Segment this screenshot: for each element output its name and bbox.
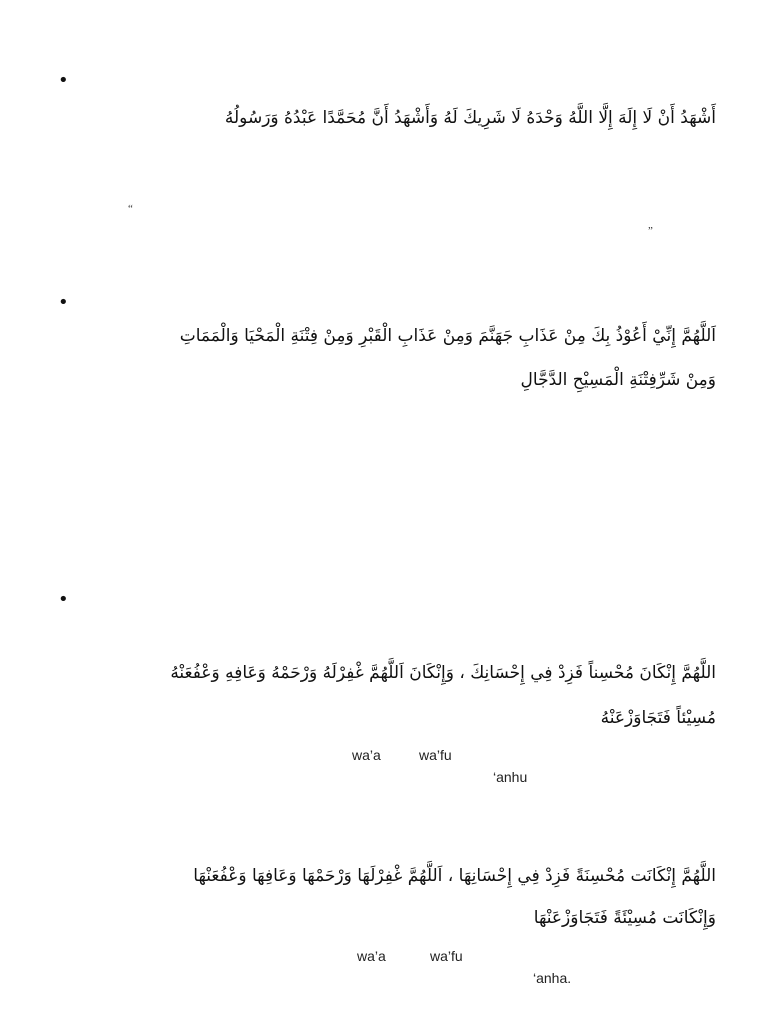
transliteration-anhu: ‘anhu xyxy=(493,769,528,785)
transliteration-waa-2: wa’a xyxy=(357,948,386,964)
close-quote: ” xyxy=(648,225,653,237)
transliteration-wafu-2: wa’fu xyxy=(430,948,463,964)
open-quote: “ xyxy=(128,203,133,215)
bullet-2: • xyxy=(58,292,69,313)
dua-line-2: وَمِنْ شَرِّفِتْنَةِ الْمَسِيْحِ الدَّجَّالِ xyxy=(520,370,716,390)
dua-male-line-1: اللَّهُمَّ إِنْكَانَ مُحْسِناً فَزِدْ فِي إِحْسَانِكَ ، وَإِنْكَانَ اَللَّهُمَّ غْفِرْلَهُ وَرْحَمْهُ وَعَافِهِ وَعْفُعَنْهُ xyxy=(170,663,716,683)
transliteration-waa: wa’a xyxy=(352,747,381,763)
bullet-3: • xyxy=(58,589,69,610)
dua-female-line-2: وَإِنْكَانَت مُسِيْئَةً فَتَجَاوَزْعَنْهَا xyxy=(533,908,716,928)
transliteration-anha: ‘anha. xyxy=(533,970,572,986)
dua-female-line-1: اللَّهُمَّ إِنْكَانَت مُحْسِنَةً فَزِدْ فِي إِحْسَانِهَا ، اَللَّهُمَّ غْفِرْلَهَا وَرْحَمْهَا وَعَافِهَا وَعْفُعَنْهَا xyxy=(193,866,716,886)
shahada-line: أَشْهَدُ أَنْ لَا إِلَهَ إِلَّا اللَّهُ وَحْدَهُ لَا شَرِيكَ لَهُ وَأَشْهَدُ أَنَّ مُحَمَّدًا عَبْدُهُ وَرَسُولُهُ xyxy=(224,108,716,128)
bullet-1: • xyxy=(58,70,69,91)
dua-male-line-2: مُسِيْئاً فَتَجَاوَزْعَنْهُ xyxy=(600,708,716,728)
dua-line-1: اَللَّهُمَّ إِنِّيْ أَعُوْذُ بِكَ مِنْ عَذَابِ جَهَنَّمَ وَمِنْ عَذَابِ الْقَبْرِ وَمِنْ فِتْنَةِ الْمَحْيَا وَالْمَمَاتِ xyxy=(179,326,716,346)
transliteration-wafu: wa’fu xyxy=(419,747,452,763)
